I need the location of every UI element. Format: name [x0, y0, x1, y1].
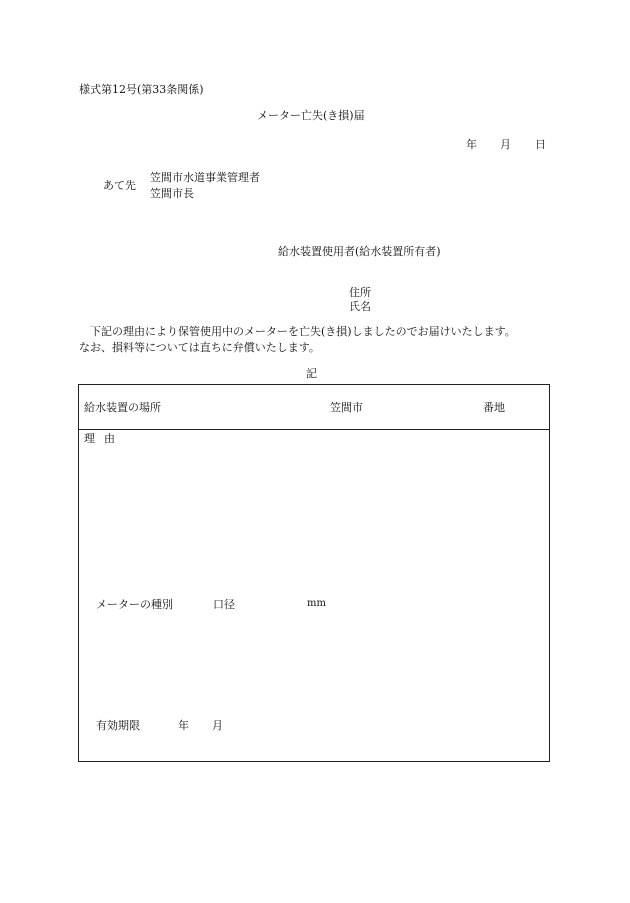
validity-year-label: 年 — [178, 719, 189, 732]
reason-label: 理由 — [84, 432, 124, 445]
location-banchi: 番地 — [483, 401, 505, 414]
caliber-label: 口径 — [213, 598, 235, 611]
ki-label: 記 — [306, 367, 317, 380]
date-day-label: 日 — [535, 138, 546, 151]
validity-label: 有効期限 — [96, 719, 140, 732]
location-label: 給水装置の場所 — [84, 401, 161, 414]
caliber-unit: mm — [307, 598, 326, 609]
applicant-heading: 給水装置使用者(給水装置所有者) — [278, 245, 441, 258]
date-month-label: 月 — [500, 138, 511, 151]
address-label: 住所 — [349, 286, 371, 299]
form-number: 様式第12号(第33条関係) — [79, 83, 204, 96]
addressee-water-manager: 笠間市水道事業管理者 — [150, 171, 260, 184]
addressee-label: あて先 — [103, 179, 136, 192]
date-year-label: 年 — [466, 138, 477, 151]
validity-month-label: 月 — [212, 719, 223, 732]
meter-type-label: メーターの種別 — [96, 598, 173, 611]
details-table — [78, 384, 550, 762]
name-label: 氏名 — [349, 300, 371, 313]
body-text-line-1-content: 下記の理由により保管使用中のメーターを亡失(き損)しましたのでお届けいたします。 — [90, 325, 516, 338]
table-divider — [79, 429, 549, 430]
body-text-line-1 — [79, 326, 516, 337]
location-city: 笠間市 — [330, 401, 363, 414]
body-text-line-2: なお、損料等については直ちに弁償いたします。 — [79, 341, 320, 354]
document-title: メーター亡失(き損)届 — [257, 109, 365, 122]
addressee-mayor: 笠間市長 — [150, 187, 194, 200]
